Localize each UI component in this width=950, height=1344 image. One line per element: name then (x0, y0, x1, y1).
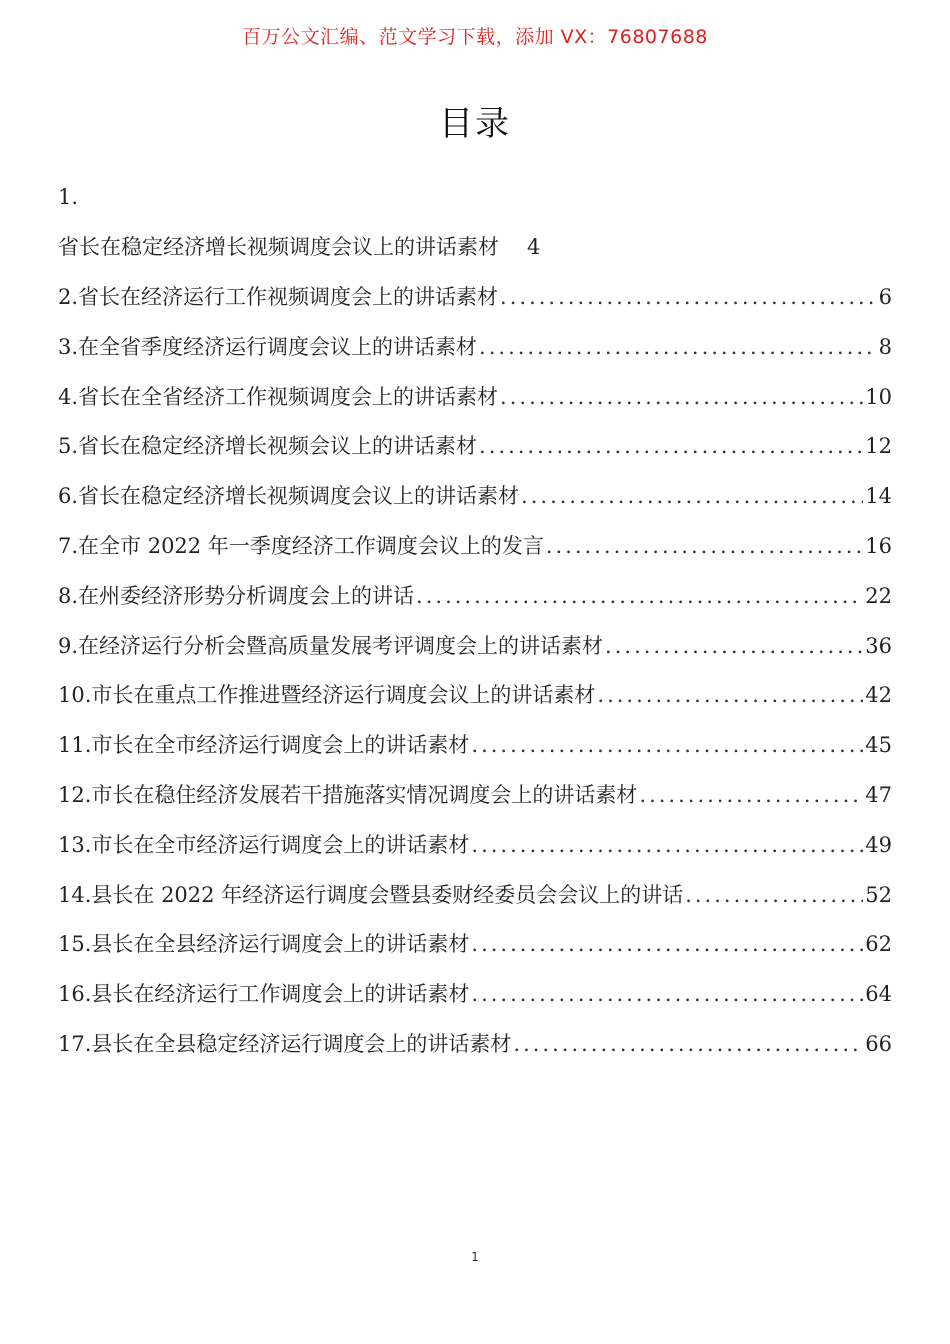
toc-entry-14[interactable] (58, 878, 892, 912)
toc-entry-page: 4 (527, 235, 541, 259)
dot-leader (605, 629, 863, 663)
dot-leader (479, 429, 863, 463)
toc-entry-9[interactable] (58, 629, 892, 663)
dot-leader (500, 380, 863, 414)
toc-entry-page: 6 (878, 285, 892, 309)
toc-entry-label: 5.省长在稳定经济增长视频会议上的讲话素材 (58, 434, 478, 459)
dot-leader (521, 479, 863, 513)
toc-entry-page: 62 (865, 932, 892, 957)
toc-entry-label: 15.县长在全县经济运行调度会上的讲话素材 (58, 932, 470, 957)
toc-entry-page: 22 (865, 583, 892, 608)
page-title: 目录 (439, 104, 511, 144)
toc-entry-11[interactable] (58, 728, 892, 762)
toc-entry-2[interactable] (58, 280, 892, 314)
dot-leader (479, 330, 877, 364)
toc-entry-1-number: 1. (58, 185, 79, 209)
dot-leader (546, 529, 863, 563)
toc-entry-label: 17.县长在全县稳定经济运行调度会上的讲话素材 (58, 1031, 512, 1056)
toc-entry-label: 9.在经济运行分析会暨高质量发展考评调度会上的讲话素材 (58, 633, 604, 658)
toc-entry-6[interactable] (58, 479, 892, 513)
dot-leader (597, 678, 863, 712)
toc-entry-label: 12.市长在稳住经济发展若干措施落实情况调度会上的讲话素材 (58, 782, 638, 807)
toc-entry-page: 45 (865, 733, 892, 758)
toc-entry-page: 42 (865, 683, 892, 708)
toc-entry-label: 省长在稳定经济增长视频调度会议上的讲话素材 (58, 235, 499, 259)
toc-entry-17[interactable] (58, 1027, 892, 1061)
toc-entry-3[interactable] (58, 330, 892, 364)
toc-entry-page: 49 (865, 832, 892, 857)
toc-entry-page: 16 (865, 533, 892, 558)
dot-leader (639, 778, 863, 812)
watermark-header: 百万公文汇编、范文学习下载，添加 VX：76807688 (242, 26, 708, 48)
toc-entry-label: 13.市长在全市经济运行调度会上的讲话素材 (58, 832, 470, 857)
toc-entry-label: 6.省长在稳定经济增长视频调度会议上的讲话素材 (58, 484, 520, 509)
toc-entry-5[interactable] (58, 429, 892, 463)
dot-leader (513, 1027, 863, 1061)
dot-leader (471, 977, 863, 1011)
toc-entry-page: 12 (865, 434, 892, 459)
page-number: 1 (471, 1250, 479, 1264)
toc-entry-label: 8.在州委经济形势分析调度会上的讲话 (58, 583, 415, 608)
toc-entry-label: 4.省长在全省经济工作视频调度会上的讲话素材 (58, 384, 499, 409)
toc-entry-label: 7.在全市 2022 年一季度经济工作调度会议上的发言 (58, 533, 544, 558)
toc-entry-label: 10.市长在重点工作推进暨经济运行调度会议上的讲话素材 (58, 683, 596, 708)
toc-entry-label: 3.在全省季度经济运行调度会议上的讲话素材 (58, 334, 478, 359)
toc-entry-page: 8 (878, 334, 892, 359)
toc-entry-4[interactable] (58, 380, 892, 414)
toc-entry-page: 52 (865, 882, 892, 907)
toc-entry-12[interactable] (58, 778, 892, 812)
table-of-contents (58, 180, 892, 1077)
dot-leader (471, 927, 863, 961)
dot-leader (471, 828, 863, 862)
toc-entry-8[interactable] (58, 579, 892, 613)
toc-entry-13[interactable] (58, 828, 892, 862)
dot-leader (416, 579, 863, 613)
toc-entry-page: 47 (865, 782, 892, 807)
toc-entry-1[interactable] (58, 230, 892, 264)
toc-entry-label: 16.县长在经济运行工作调度会上的讲话素材 (58, 982, 470, 1007)
toc-entry-label: 2.省长在经济运行工作视频调度会上的讲话素材 (58, 285, 499, 309)
dot-leader (471, 728, 863, 762)
toc-entry-10[interactable] (58, 678, 892, 712)
toc-entry-7[interactable] (58, 529, 892, 563)
toc-entry-page: 36 (865, 633, 892, 658)
toc-entry-page: 14 (865, 484, 892, 509)
toc-entry-page: 64 (865, 982, 892, 1007)
dot-leader (685, 878, 863, 912)
toc-entry-page: 10 (865, 384, 892, 409)
toc-entry-16[interactable] (58, 977, 892, 1011)
toc-entry-label: 14.县长在 2022 年经济运行调度会暨县委财经委员会会议上的讲话 (58, 882, 684, 907)
toc-entry-label: 11.市长在全市经济运行调度会上的讲话素材 (58, 733, 470, 758)
dot-leader (500, 280, 877, 314)
toc-entry-page: 66 (865, 1031, 892, 1056)
toc-entry-15[interactable] (58, 927, 892, 961)
